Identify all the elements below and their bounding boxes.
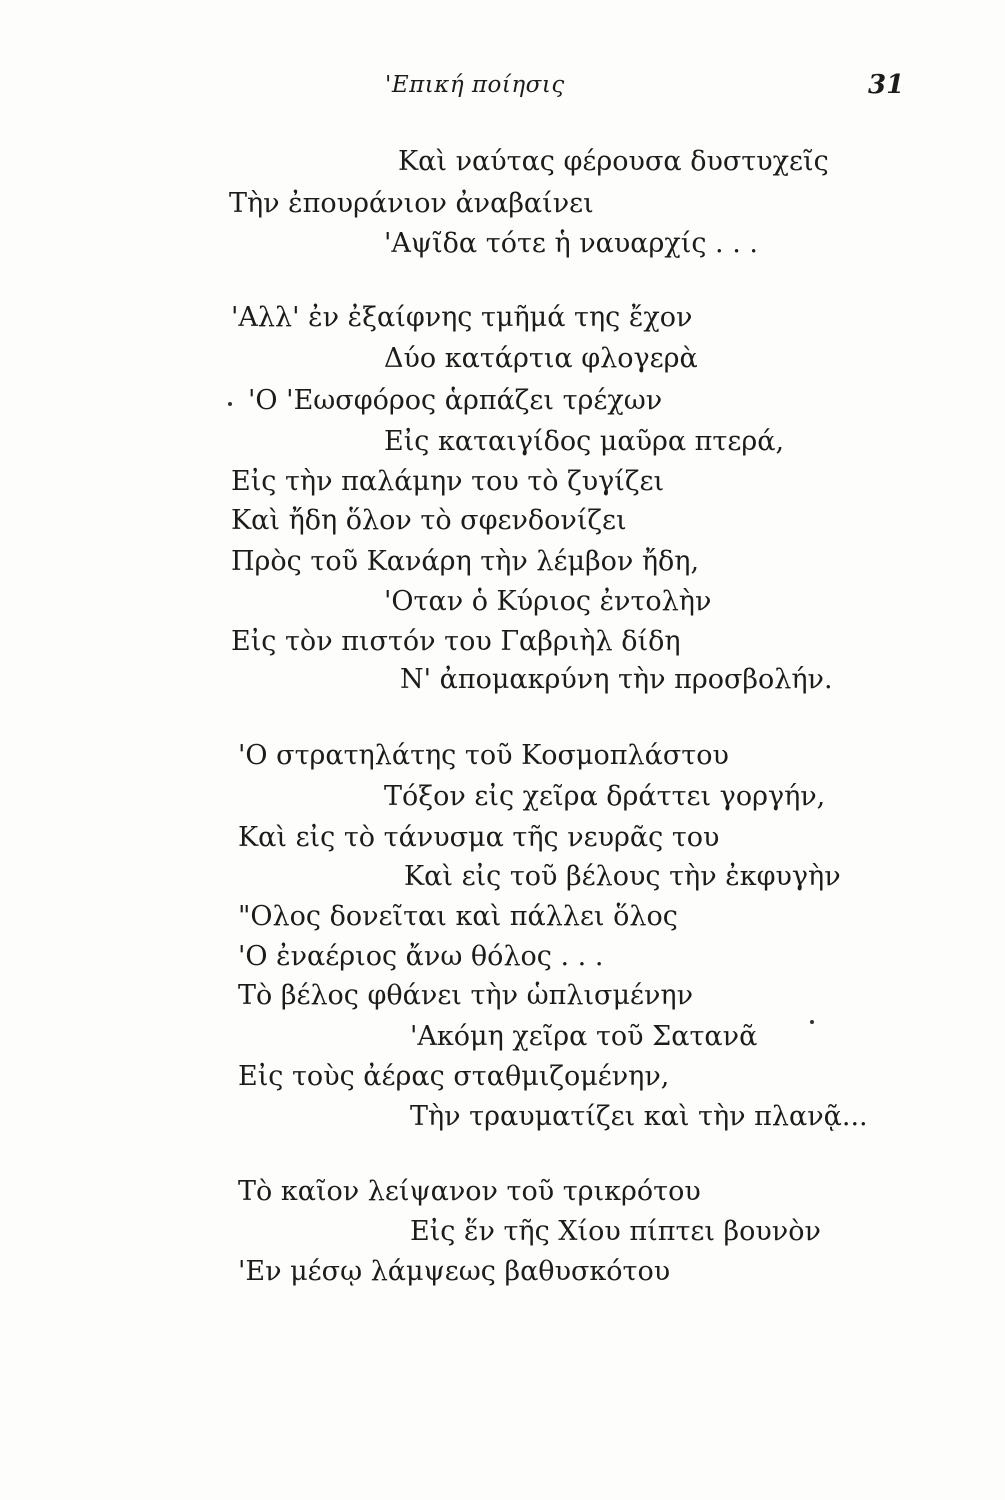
poem-line: Τόξον εἰς χεῖρα δράττει γοργήν,: [384, 781, 826, 812]
running-title: 'Επική ποίησις: [385, 72, 565, 98]
page-number: 31: [868, 70, 905, 100]
poem-line: Τὸ βέλος φθάνει τὴν ὡπλισμένην: [238, 980, 694, 1011]
poem-line: Ν' ἀπομακρύνη τὴν προσβολήν.: [400, 664, 833, 695]
poem-line: 'Αψῖδα τότε ἡ ναυαρχίς . . .: [384, 228, 758, 259]
poem-line: 'Ακόμη χεῖρα τοῦ Σατανᾶ: [410, 1021, 758, 1052]
poem-line: Καὶ εἰς τὸ τάνυσμα τῆς νευρᾶς του: [238, 822, 720, 853]
poem-line: "Ολος δονεῖται καὶ πάλλει ὅλος: [238, 901, 678, 932]
poem-line: Πρὸς τοῦ Κανάρη τὴν λέμβον ἤδη,: [231, 546, 700, 577]
poem-line: Εἰς ἕν τῆς Χίου πίπτει βουνὸν: [410, 1216, 821, 1247]
poem-line: 'Ο 'Εωσφόρος ἁρπάζει τρέχων: [248, 385, 663, 416]
poem-line: 'Αλλ' ἐν ἐξαίφνης τμῆμά της ἔχον: [231, 302, 693, 333]
poem-line: Δύο κατάρτια φλογερὰ: [384, 343, 698, 374]
poem-line: Καὶ ναύτας φέρουσα δυστυχεῖς: [398, 146, 829, 177]
poem-line: Τὴν ἐπουράνιον ἀναβαίνει: [229, 188, 594, 219]
poem-line: Τὸ καῖον λείψανον τοῦ τρικρότου: [238, 1176, 701, 1207]
poem-line: Εἰς τοὺς ἀέρας σταθμιζομένην,: [238, 1061, 670, 1092]
poem-line: Εἰς τὸν πιστόν του Γαβριὴλ δίδη: [231, 626, 681, 657]
poem-line: 'Εν μέσῳ λάμψεως βαθυσκότου: [238, 1256, 671, 1287]
poem-line: Εἰς τὴν παλάμην του τὸ ζυγίζει: [231, 466, 665, 497]
poem-line: Τὴν τραυματίζει καὶ τὴν πλανᾷ...: [410, 1101, 868, 1132]
poem-line: Καὶ ἤδη ὅλον τὸ σφενδονίζει: [231, 505, 627, 536]
poem-line: Καὶ εἰς τοῦ βέλους τὴν ἐκφυγὴν: [404, 861, 841, 892]
poem-line: 'Οταν ὁ Κύριος ἐντολὴν: [384, 586, 712, 617]
print-speck: [228, 402, 232, 406]
poem-line: 'Ο στρατηλάτης τοῦ Κοσμοπλάστου: [238, 740, 729, 771]
poem-line: 'Ο ἐναέριος ἄνω θόλος . . .: [238, 941, 604, 972]
poem-line: Εἰς καταιγίδος μαῦρα πτερά,: [384, 426, 785, 457]
print-speck: [810, 1020, 814, 1024]
